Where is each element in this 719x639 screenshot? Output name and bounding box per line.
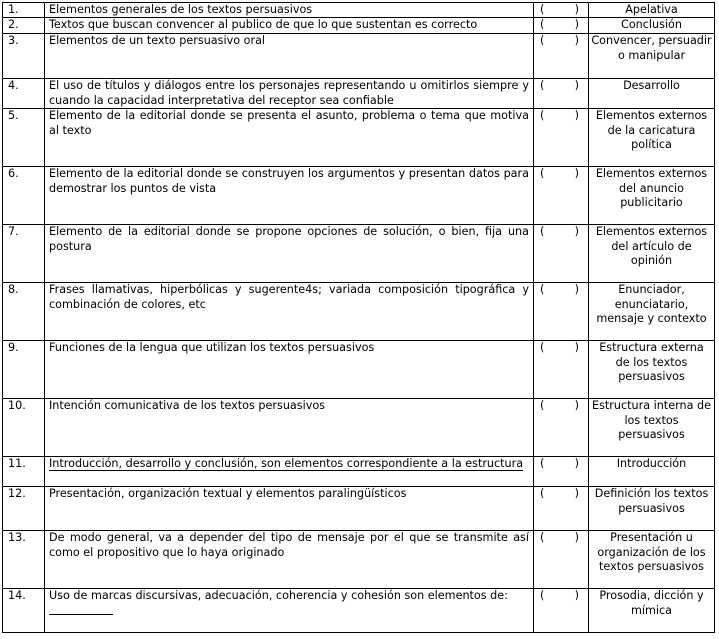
row-number: 9. (3, 341, 45, 399)
paren-open: ( (540, 399, 545, 413)
answer-blank[interactable] (534, 341, 589, 399)
paren-open: ( (540, 167, 545, 181)
answer-option: Elementos externos de la caricatura política (589, 109, 715, 167)
paren-open: ( (540, 34, 545, 48)
answer-option: Conclusión (589, 18, 715, 34)
statement: Intención comunicativa de los textos persuasivos (45, 399, 534, 457)
answer-option: Desarrollo (589, 79, 715, 109)
answer-option: Elementos externos del artículo de opinión (589, 225, 715, 283)
paren-open: ( (540, 18, 545, 32)
paren-open: ( (540, 283, 545, 297)
paren-close: ) (574, 589, 579, 603)
answer-blank[interactable] (534, 531, 589, 589)
paren-open: ( (540, 457, 545, 471)
paren-open: ( (540, 341, 545, 355)
table-row (3, 34, 715, 79)
paren-open: ( (540, 589, 545, 603)
paren-close: ) (574, 34, 579, 48)
table-row (3, 457, 715, 487)
matching-table (2, 2, 715, 633)
answer-blank[interactable] (534, 34, 589, 79)
answer-blank[interactable] (534, 18, 589, 34)
table-row (3, 283, 715, 341)
row-number: 1. (3, 3, 45, 18)
answer-line (49, 604, 113, 615)
row-number: 12. (3, 487, 45, 531)
answer-blank[interactable] (534, 225, 589, 283)
statement-text: Uso de marcas discursivas, adecuación, coherencia y cohesión son elementos de: (49, 589, 508, 603)
table-row (3, 225, 715, 283)
paren-open: ( (540, 79, 545, 93)
table-row (3, 341, 715, 399)
paren-close: ) (574, 109, 579, 123)
answer-blank[interactable] (534, 399, 589, 457)
row-number: 10. (3, 399, 45, 457)
statement (45, 457, 534, 487)
paren-close: ) (574, 457, 579, 471)
paren-open: ( (540, 3, 545, 16)
answer-option: Introducción (589, 457, 715, 487)
matching-table-body (3, 3, 715, 633)
table-row (3, 79, 715, 109)
answer-option: Apelativa (589, 3, 715, 18)
paren-close: ) (574, 531, 579, 545)
table-row (3, 109, 715, 167)
row-number: 14. (3, 589, 45, 633)
row-number: 6. (3, 167, 45, 225)
statement: Elementos de un texto persuasivo oral (45, 34, 534, 79)
paren-close: ) (574, 167, 579, 181)
statement-text: Introducción, desarrollo y conclusión, son elementos correspondiente a la estructura (49, 457, 524, 471)
answer-blank[interactable] (534, 283, 589, 341)
paren-open: ( (540, 531, 545, 545)
row-number: 5. (3, 109, 45, 167)
paren-open: ( (540, 109, 545, 123)
statement: Elemento de la editorial donde se propone opciones de solución, o bien, fija una postura (45, 225, 534, 283)
paren-close: ) (574, 225, 579, 239)
answer-option: Definición los textos persuasivos (589, 487, 715, 531)
table-row (3, 3, 715, 18)
row-number: 3. (3, 34, 45, 79)
statement: Textos que buscan convencer al publico de que lo que sustentan es correcto (45, 18, 534, 34)
answer-blank[interactable] (534, 79, 589, 109)
statement: Frases llamativas, hiperbólicas y sugerente4s; variada composición tipográfica y combinación de colores, etc (45, 283, 534, 341)
paren-close: ) (574, 341, 579, 355)
paren-close: ) (574, 487, 579, 501)
row-number: 4. (3, 79, 45, 109)
answer-blank[interactable] (534, 487, 589, 531)
paren-close: ) (574, 3, 579, 16)
answer-option: Presentación u organización de los textos persuasivos (589, 531, 715, 589)
paren-close: ) (574, 18, 579, 32)
answer-option: Estructura externa de los textos persuasivos (589, 341, 715, 399)
paren-open: ( (540, 225, 545, 239)
statement (45, 589, 534, 633)
table-row (3, 589, 715, 633)
paren-open: ( (540, 487, 545, 501)
answer-option: Estructura interna de los textos persuasivos (589, 399, 715, 457)
row-number: 11. (3, 457, 45, 487)
table-row (3, 531, 715, 589)
answer-option: Convencer, persuadir o manipular (589, 34, 715, 79)
statement: Presentación, organización textual y elementos paralingüísticos (45, 487, 534, 531)
row-number: 13. (3, 531, 45, 589)
statement: Elemento de la editorial donde se presenta el asunto, problema o tema que motiva al texto (45, 109, 534, 167)
table-row (3, 399, 715, 457)
answer-blank[interactable] (534, 167, 589, 225)
row-number: 2. (3, 18, 45, 34)
paren-close: ) (574, 283, 579, 297)
answer-blank[interactable] (534, 109, 589, 167)
answer-option: Elementos externos del anuncio publicitario (589, 167, 715, 225)
answer-blank[interactable] (534, 457, 589, 487)
table-row (3, 167, 715, 225)
statement: Funciones de la lengua que utilizan los textos persuasivos (45, 341, 534, 399)
answer-blank[interactable] (534, 3, 589, 18)
statement: Elemento de la editorial donde se construyen los argumentos y presentan datos para demostrar los puntos de vista (45, 167, 534, 225)
table-row (3, 18, 715, 34)
paren-close: ) (574, 79, 579, 93)
answer-option: Prosodia, dicción y mímica (589, 589, 715, 633)
statement: De modo general, va a depender del tipo de mensaje por el que se transmite así como el propositivo que lo haya originado (45, 531, 534, 589)
answer-blank[interactable] (534, 589, 589, 633)
statement: El uso de títulos y diálogos entre los personajes representando u omitirlos siempre y cuando la capacidad interpretativa del receptor sea confiable (45, 79, 534, 109)
statement: Elementos generales de los textos persuasivos (45, 3, 534, 18)
table-row (3, 487, 715, 531)
row-number: 7. (3, 225, 45, 283)
paren-close: ) (574, 399, 579, 413)
row-number: 8. (3, 283, 45, 341)
answer-option: Enunciador, enunciatario, mensaje y contexto (589, 283, 715, 341)
